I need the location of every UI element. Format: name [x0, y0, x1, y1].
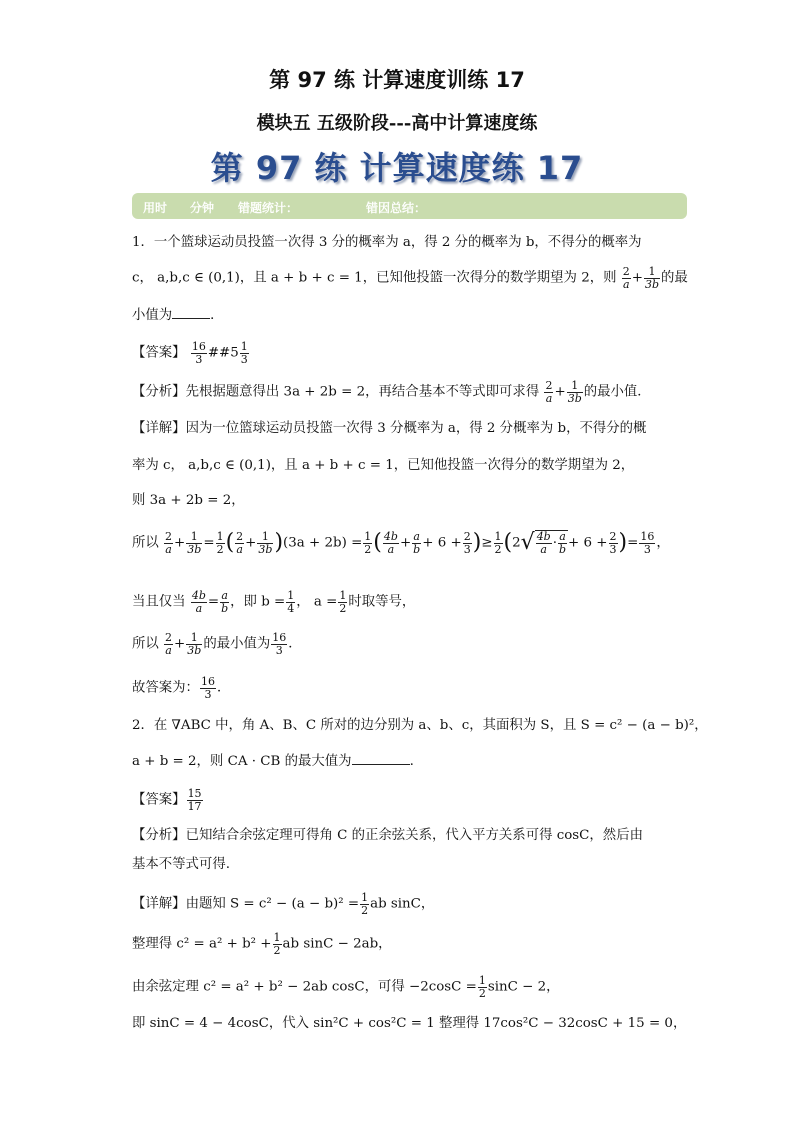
q1-detail-5: 当且仅当 $\frac{4b}{a}$ = $\frac{a}{b}$ ，即 b = $\frac{1}{4}$ ， a = $\frac{1}{2}$ 时取等号，: [132, 589, 416, 615]
q1-detail-2: 率为 c， a,b,c ∈ (0,1)，且 a + b + c = 1，已知他投篮一次得分的数学期望为 2，: [132, 458, 635, 473]
q2-line-2: a + b = 2，则 CA · CB 的最大值为 .: [132, 754, 414, 769]
q2-detail-1: 【详解】由题知 S = c² − (a − b)² = $\frac{1}{2}$ ab sinC，: [132, 891, 435, 917]
answer-blank-2: [352, 764, 410, 765]
q2-analysis-2: 基本不等式可得.: [132, 857, 230, 872]
q1-line-1: 1．一个篮球运动员投篮一次得 3 分的概率为 a，得 2 分的概率为 b，不得分的概率为: [132, 235, 642, 250]
q1-detail-4: 所以 $\frac{2}{a}$ + $\frac{1}{3b}$ = $\frac{1}{2}$ ( $\frac{2}{a}$ + $\frac{1}{3b}$ )(3a + 2b) = $\frac{1}{2}$ ( $\frac{4b}{a}$ + $\frac{a}{b}$ + 6 + $\frac{2}{3}$ )≥ $\frac{1}{2}$ (2√ $\frac{4b}{a}$ · $\frac{a}{b}$ + 6 + $\frac{2}{3}$ )= $\frac{16}{3}$ ，: [132, 530, 670, 556]
q2-detail-4: 即 sinC = 4 − 4cosC，代入 sin²C + cos²C = 1 整理得 17cos²C − 32cosC + 15 = 0，: [132, 1016, 687, 1031]
causes-label: 错因总结：: [366, 201, 427, 215]
q1-analysis: 【分析】先根据题意得出 3a + 2b = 2，再结合基本不等式即可求得 $\frac{2}{a}$ + $\frac{1}{3b}$ 的最小值．: [132, 379, 651, 405]
q1-detail-1: 【详解】因为一位篮球运动员投篮一次得 3 分概率为 a，得 2 分概率为 b，不得分的概: [132, 421, 647, 436]
q2-detail-2: 整理得 c² = a² + b² + $\frac{1}{2}$ ab sinC − 2ab，: [132, 931, 392, 957]
time-label: 用时: [143, 201, 168, 215]
stats-bar: [132, 193, 687, 219]
banner-title: 第 97 练 计算速度练 17: [210, 149, 584, 187]
q1-line-3: 小值为 ．: [132, 308, 224, 323]
q1-detail-3: 则 3a + 2b = 2，: [132, 493, 245, 508]
q1-detail-6: 所以 $\frac{2}{a}$ + $\frac{1}{3b}$ 的最小值为 $\frac{16}{3}$ ．: [132, 631, 302, 657]
q2-analysis-1: 【分析】已知结合余弦定理可得角 C 的正余弦关系，代入平方关系可得 cosC，然后由: [132, 828, 643, 843]
page-title: 第 97 练 计算速度训练 17: [269, 68, 525, 92]
q1-detail-7: 故答案为： $\frac{16}{3}$ ．: [132, 675, 231, 701]
minutes-label: 分钟: [190, 201, 215, 215]
module-subtitle: 模块五 五级阶段---高中计算速度练: [256, 113, 538, 134]
q1-line-2: c， a,b,c ∈ (0,1)，且 a + b + c = 1，已知他投篮一次得分的数学期望为 2，则 $\frac{2}{a}$ + $\frac{1}{3b}$ 的最: [132, 265, 688, 291]
q2-answer: 【答案】 $\frac{15}{17}$: [132, 787, 202, 813]
q1-answer: 【答案】 $\frac{16}{3}$ ##5 $\frac{1}{3}$: [132, 340, 248, 366]
q2-detail-3: 由余弦定理 c² = a² + b² − 2ab cosC，可得 −2cosC = $\frac{1}{2}$ sinC − 2，: [132, 974, 560, 1000]
answer-blank: [172, 318, 210, 319]
errors-label: 错题统计：: [238, 201, 299, 215]
q2-line-1: 2．在 ∇ABC 中，角 A、B、C 所对的边分别为 a、b、c，其面积为 S，且 S = c² − (a − b)²，: [132, 718, 708, 733]
